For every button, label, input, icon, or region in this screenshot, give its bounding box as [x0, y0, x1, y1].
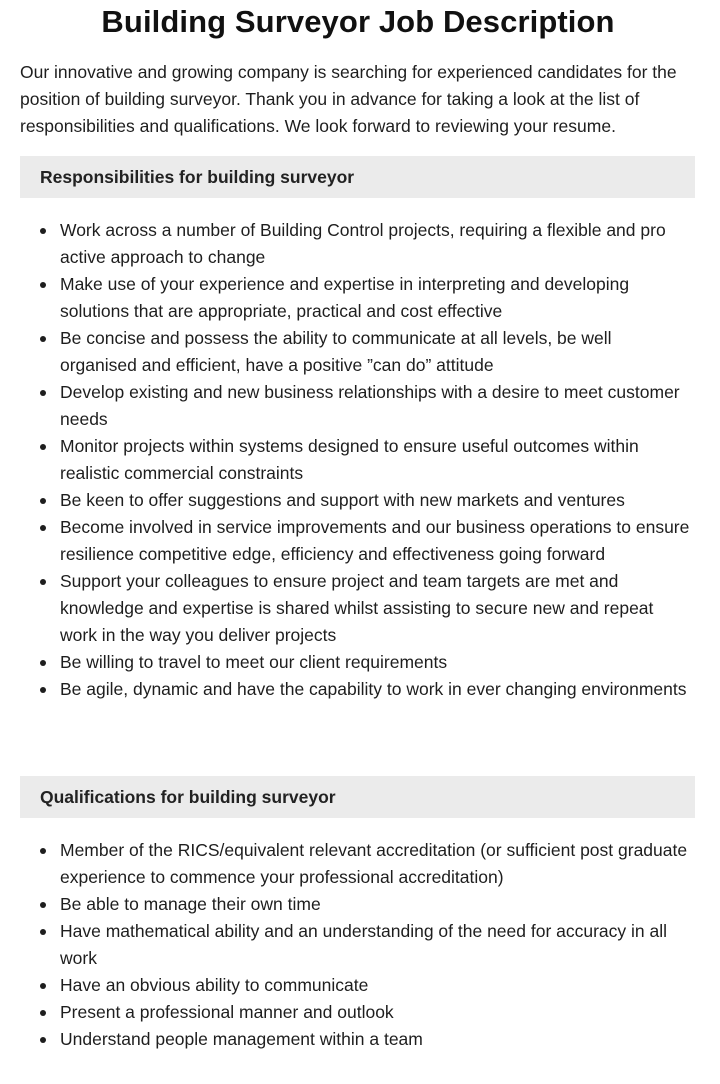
list-item-text: Have an obvious ability to communicate — [60, 975, 369, 995]
list-item-text: Support your colleagues to ensure project and team targets are met and knowledge and expertise is shared whilst assisting to secure new and repeat work in the way you deliver projects — [60, 571, 654, 645]
list-item — [60, 837, 690, 891]
list-item-text: Be agile, dynamic and have the capability to work in ever changing environments — [60, 679, 687, 699]
bullet-icon — [40, 1010, 46, 1016]
bullet-icon — [40, 579, 46, 585]
bullet-icon — [40, 929, 46, 935]
list-item-text: Be willing to travel to meet our client requirements — [60, 652, 448, 672]
list-item-text: Monitor projects within systems designed to ensure useful outcomes within realistic commercial constraints — [60, 436, 639, 483]
list-item — [60, 487, 690, 514]
bullet-icon — [40, 444, 46, 450]
list-item — [60, 271, 690, 325]
list-item — [60, 676, 690, 703]
qualifications-heading: Qualifications for building surveyor — [20, 776, 695, 818]
list-item — [60, 649, 690, 676]
qualifications-list — [20, 837, 690, 1053]
list-item-text: Be concise and possess the ability to communicate at all levels, be well organised and efficient, have a positive ”can do” attitude — [60, 328, 612, 375]
bullet-icon — [40, 687, 46, 693]
responsibilities-heading: Responsibilities for building surveyor — [20, 156, 695, 198]
bullet-icon — [40, 902, 46, 908]
bullet-icon — [40, 983, 46, 989]
bullet-icon — [40, 1037, 46, 1043]
bullet-icon — [40, 525, 46, 531]
list-item — [60, 379, 690, 433]
bullet-icon — [40, 498, 46, 504]
bullet-icon — [40, 228, 46, 234]
bullet-icon — [40, 336, 46, 342]
list-item-text: Member of the RICS/equivalent relevant accreditation (or sufficient post graduate experience to commence your professional accreditation) — [60, 840, 688, 887]
list-item — [60, 514, 690, 568]
bullet-icon — [40, 390, 46, 396]
list-item — [60, 918, 690, 972]
list-item — [60, 972, 690, 999]
list-item — [60, 433, 690, 487]
list-item-text: Be able to manage their own time — [60, 894, 321, 914]
list-item-text: Present a professional manner and outlook — [60, 1002, 394, 1022]
list-item-text: Be keen to offer suggestions and support with new markets and ventures — [60, 490, 625, 510]
list-item-text: Have mathematical ability and an understanding of the need for accuracy in all work — [60, 921, 668, 968]
bullet-icon — [40, 660, 46, 666]
intro-paragraph: Our innovative and growing company is searching for experienced candidates for the position of building surveyor. Thank you in advance for taking a look at the list of responsibilities and qualifications. We look forward to reviewing your resume. — [20, 62, 677, 136]
list-item — [60, 325, 690, 379]
responsibilities-list — [20, 217, 690, 703]
list-item-text: Become involved in service improvements and our business operations to ensure resilience competitive edge, efficiency and effectiveness going forward — [60, 517, 690, 564]
list-item-text: Make use of your experience and expertise in interpreting and developing solutions that are appropriate, practical and cost effective — [60, 274, 630, 321]
page-title: Building Surveyor Job Description — [101, 4, 615, 39]
list-item — [60, 999, 690, 1026]
list-item — [60, 217, 690, 271]
list-item — [60, 891, 690, 918]
list-item — [60, 568, 690, 649]
list-item-text: Understand people management within a team — [60, 1029, 423, 1049]
list-item-text: Work across a number of Building Control projects, requiring a flexible and pro active approach to change — [60, 220, 666, 267]
list-item-text: Develop existing and new business relationships with a desire to meet customer needs — [60, 382, 680, 429]
list-item — [60, 1026, 690, 1053]
bullet-icon — [40, 848, 46, 854]
bullet-icon — [40, 282, 46, 288]
